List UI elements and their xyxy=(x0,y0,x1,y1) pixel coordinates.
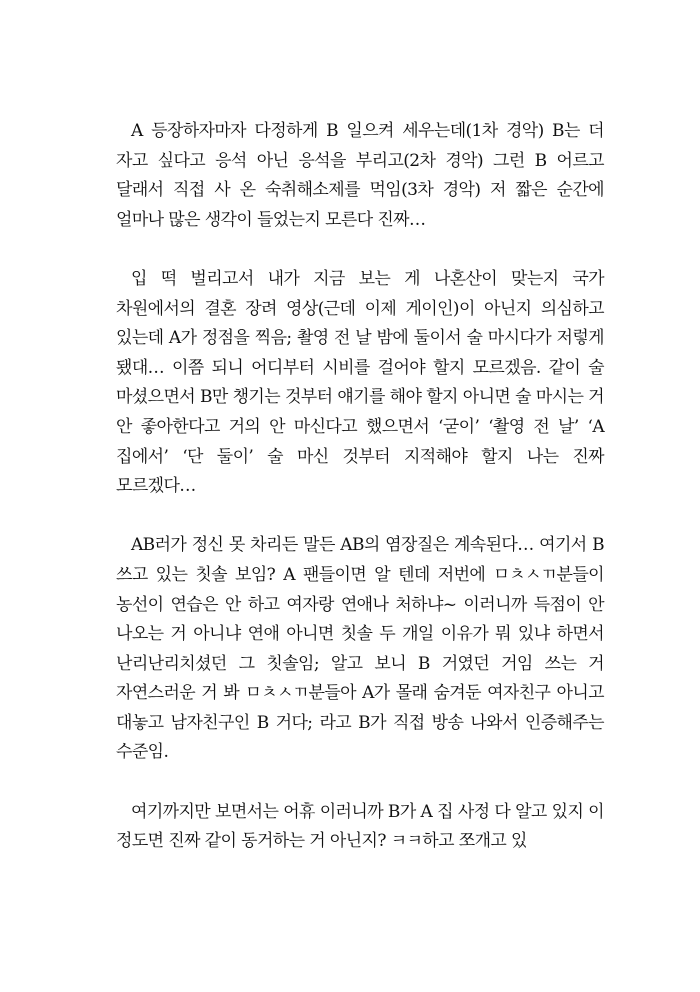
paragraph-2: 입 떡 벌리고서 내가 지금 보는 게 나혼산이 맞는지 국가 차원에서의 결혼 장려 영상(근데 이제 게이인)이 아닌지 의심하고 있는데 A가 정점을 찍음; 촬영 전 날 밤에 둘이서 술 마시다가 저렇게 됐대… 이쯤 되니 어디부터 시비를 걸어야 할지 모르겠음. 같이 술 마셨으면서 B만 챙기는 것부터 얘기를 해야 할지 아니면 술 마시는 거 안 좋아한다고 거의 안 마신다고 했으면서 ‘굳이’ ‘촬영 전 날’ ‘A 집에서’ ‘단 둘이’ 술 마신 것부터 지적해야 할지 나는 진짜 모르겠다… xyxy=(116,268,604,497)
document-body xyxy=(116,117,604,886)
paragraph-3: AB러가 정신 못 차리든 말든 AB의 염장질은 계속된다… 여기서 B 쓰고 있는 칫솔 보임? A 팬들이면 알 텐데 저번에 ㅁㅊㅅㄲ분들이 농선이 연습은 안 하고 여자랑 연애나 처하냐~ 이러니까 득점이 안 나오는 거 아니냐 연애 아니면 칫솔 두 개일 이유가 뭐 있냐 하면서 난리난리치셨던 그 칫솔임; 알고 보니 B 거였던 거임 쓰는 거 자연스러운 거 봐 ㅁㅊㅅㄲ분들아 A가 몰래 숨겨둔 여자친구 아니고 대놓고 남자친구인 B 거다; 라고 B가 직접 방송 나와서 인증해주는 수준임. xyxy=(116,535,604,763)
paragraph-1: A 등장하자마자 다정하게 B 일으켜 세우는데(1차 경악) B는 더 자고 싶다고 응석 아닌 응석을 부리고(2차 경악) 그런 B 어르고 달래서 직접 사 온 숙취해소제를 먹임(3차 경악) 저 짧은 순간에 얼마나 많은 생각이 들었는지 모른다 진짜… xyxy=(116,121,604,230)
paragraph-4: 여기까지만 보면서는 어휴 이러니까 B가 A 집 사정 다 알고 있지 이 정도면 진짜 같이 동거하는 거 아닌지? ㅋㅋ하고 쪼개고 있 xyxy=(116,801,604,852)
